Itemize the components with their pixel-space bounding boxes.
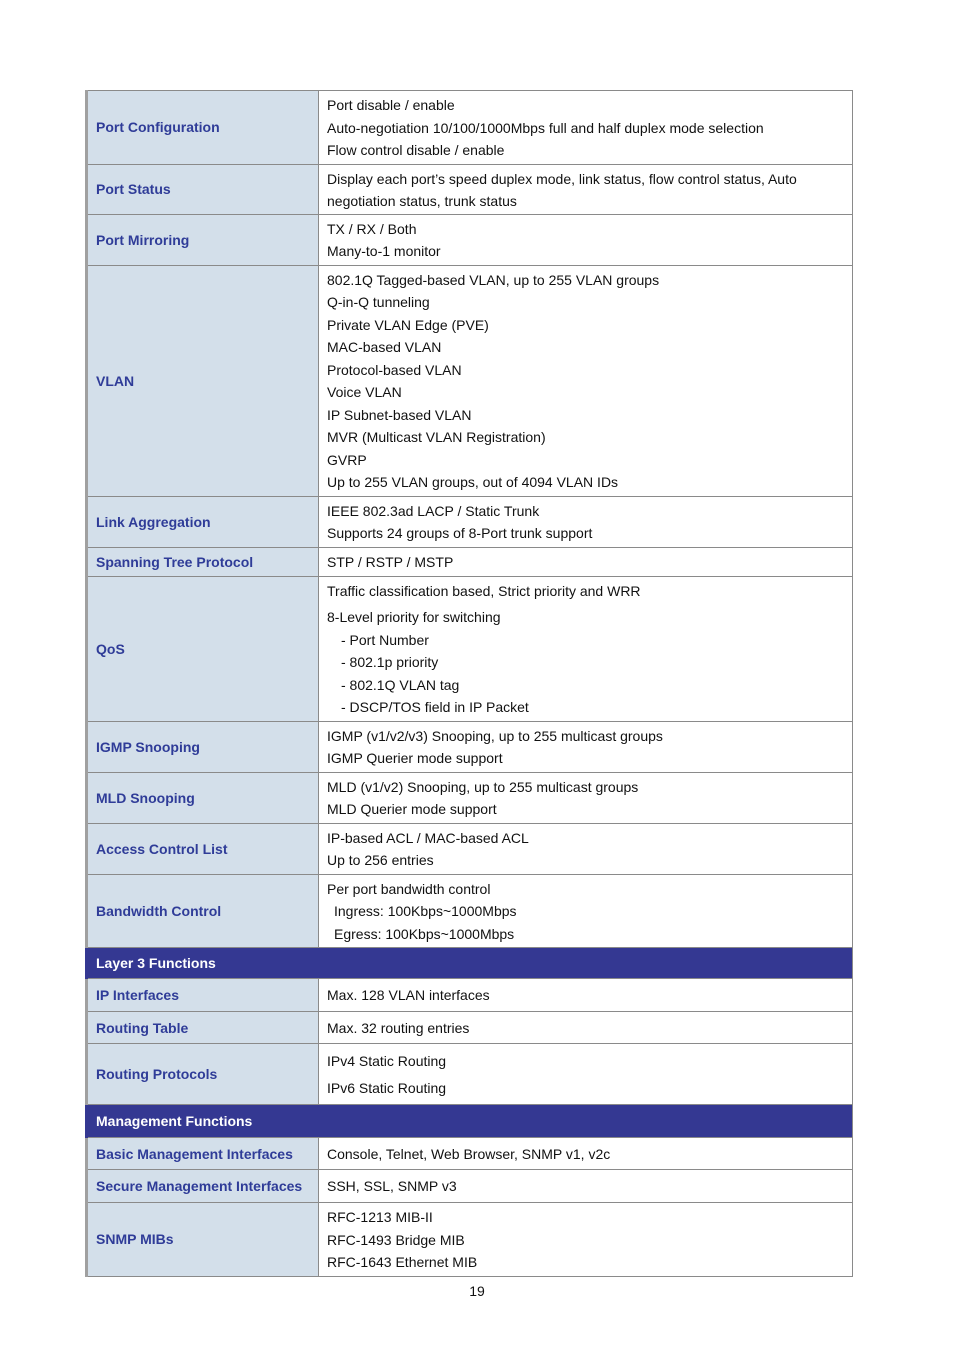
spec-row-ip-interfaces [87, 979, 853, 1012]
spec-line: MLD (v1/v2) Snooping, up to 255 multicast groups [327, 778, 639, 795]
spec-label: Link Aggregation [87, 496, 319, 547]
spec-line: Ingress: 100Kbps~1000Mbps [334, 903, 517, 919]
spec-label: Port Status [87, 164, 319, 214]
spec-line: Q-in-Q tunneling [327, 294, 430, 310]
section-header-layer3 [87, 948, 853, 979]
spec-value [319, 772, 853, 823]
spec-label: Access Control List [87, 823, 319, 874]
spec-line: Private VLAN Edge (PVE) [327, 316, 489, 333]
spec-value [319, 265, 853, 496]
spec-row-bandwidth-control [87, 874, 853, 948]
page-number: 19 [469, 1283, 485, 1299]
section-title: Layer 3 Functions [87, 948, 853, 979]
spec-line: TX / RX / Both [327, 220, 417, 237]
spec-value [319, 979, 853, 1012]
spec-label: IP Interfaces [87, 979, 319, 1012]
spec-row-spanning-tree [87, 547, 853, 576]
spec-line: Many-to-1 monitor [327, 243, 441, 259]
spec-row-secure-management [87, 1170, 853, 1203]
spec-value [319, 91, 853, 165]
spec-label: Port Mirroring [87, 214, 319, 265]
spec-line: Voice VLAN [327, 384, 402, 400]
section-header-management [87, 1105, 853, 1138]
spec-row-port-configuration [87, 91, 853, 165]
spec-line: Up to 255 VLAN groups, out of 4094 VLAN IDs [327, 474, 619, 490]
spec-row-mld-snooping [87, 772, 853, 823]
spec-line: Per port bandwidth control [327, 880, 491, 897]
spec-label: Bandwidth Control [87, 874, 319, 948]
spec-line: IP-based ACL / MAC-based ACL [327, 829, 529, 846]
spec-row-basic-management [87, 1138, 853, 1170]
spec-value [319, 1203, 853, 1277]
spec-row-qos [87, 576, 853, 721]
spec-row-port-status [87, 164, 853, 214]
spec-label: MLD Snooping [87, 772, 319, 823]
spec-label: QoS [87, 576, 319, 721]
spec-line: Display each port’s speed duplex mode, link status, flow control status, Auto negotiation status, trunk status [327, 170, 797, 209]
spec-line: Supports 24 groups of 8-Port trunk support [327, 525, 593, 541]
spec-line: - DSCP/TOS field in IP Packet [341, 699, 529, 715]
spec-line: - 802.1Q VLAN tag [341, 676, 460, 693]
spec-value [319, 1170, 853, 1203]
spec-row-port-mirroring [87, 214, 853, 265]
spec-label: IGMP Snooping [87, 721, 319, 772]
spec-line: IPv4 Static Routing [327, 1052, 447, 1069]
spec-row-snmp-mibs [87, 1203, 853, 1277]
spec-line: RFC-1643 Ethernet MIB [327, 1254, 478, 1270]
spec-line: Max. 128 VLAN interfaces [327, 987, 490, 1004]
spec-label: Spanning Tree Protocol [87, 547, 319, 576]
spec-line: 8-Level priority for switching [327, 609, 501, 625]
spec-value [319, 1138, 853, 1170]
spec-line: RFC-1493 Bridge MIB [327, 1231, 465, 1248]
spec-value [319, 496, 853, 547]
spec-line: - 802.1p priority [341, 654, 439, 670]
spec-line: RFC-1213 MIB-II [327, 1209, 433, 1225]
spec-line: MAC-based VLAN [327, 339, 442, 355]
spec-line: Auto-negotiation 10/100/1000Mbps full and half duplex mode selection [327, 119, 764, 136]
spec-value [319, 164, 853, 214]
spec-row-acl [87, 823, 853, 874]
spec-value [319, 576, 853, 721]
spec-line: SSH, SSL, SNMP v3 [327, 1178, 457, 1195]
spec-line: IPv6 Static Routing [327, 1080, 447, 1096]
spec-line: STP / RSTP / MSTP [327, 553, 454, 570]
spec-line: Traffic classification based, Strict priority and WRR [327, 582, 641, 599]
spec-line: Max. 32 routing entries [327, 1019, 470, 1036]
spec-label: Routing Table [87, 1012, 319, 1044]
spec-label: Secure Management Interfaces [87, 1170, 319, 1203]
spec-line: IEEE 802.3ad LACP / Static Trunk [327, 502, 540, 519]
spec-line: Flow control disable / enable [327, 142, 505, 158]
spec-row-igmp-snooping [87, 721, 853, 772]
spec-label: VLAN [87, 265, 319, 496]
spec-line: Console, Telnet, Web Browser, SNMP v1, v2c [327, 1145, 611, 1162]
spec-table [85, 90, 853, 1277]
spec-row-routing-protocols [87, 1044, 853, 1105]
spec-row-routing-table [87, 1012, 853, 1044]
spec-line: IGMP (v1/v2/v3) Snooping, up to 255 multicast groups [327, 727, 663, 744]
spec-label: Basic Management Interfaces [87, 1138, 319, 1170]
spec-line: MLD Querier mode support [327, 801, 497, 817]
spec-line: Protocol-based VLAN [327, 361, 462, 378]
spec-value [319, 1012, 853, 1044]
spec-label: Port Configuration [87, 91, 319, 165]
spec-value [319, 874, 853, 948]
spec-line: MVR (Multicast VLAN Registration) [327, 429, 546, 445]
spec-label: Routing Protocols [87, 1044, 319, 1105]
spec-line: - Port Number [341, 631, 429, 648]
spec-label: SNMP MIBs [87, 1203, 319, 1277]
spec-value [319, 1044, 853, 1105]
spec-line: 802.1Q Tagged-based VLAN, up to 255 VLAN groups [327, 271, 660, 288]
section-title: Management Functions [87, 1105, 853, 1138]
spec-line: IP Subnet-based VLAN [327, 406, 472, 423]
spec-value [319, 823, 853, 874]
spec-value [319, 721, 853, 772]
spec-line: Port disable / enable [327, 97, 455, 113]
spec-value [319, 547, 853, 576]
spec-line: GVRP [327, 451, 367, 468]
spec-row-link-aggregation [87, 496, 853, 547]
spec-value [319, 214, 853, 265]
spec-line: Up to 256 entries [327, 852, 434, 868]
spec-line: IGMP Querier mode support [327, 750, 503, 766]
spec-line: Egress: 100Kbps~1000Mbps [334, 925, 515, 942]
spec-row-vlan [87, 265, 853, 496]
